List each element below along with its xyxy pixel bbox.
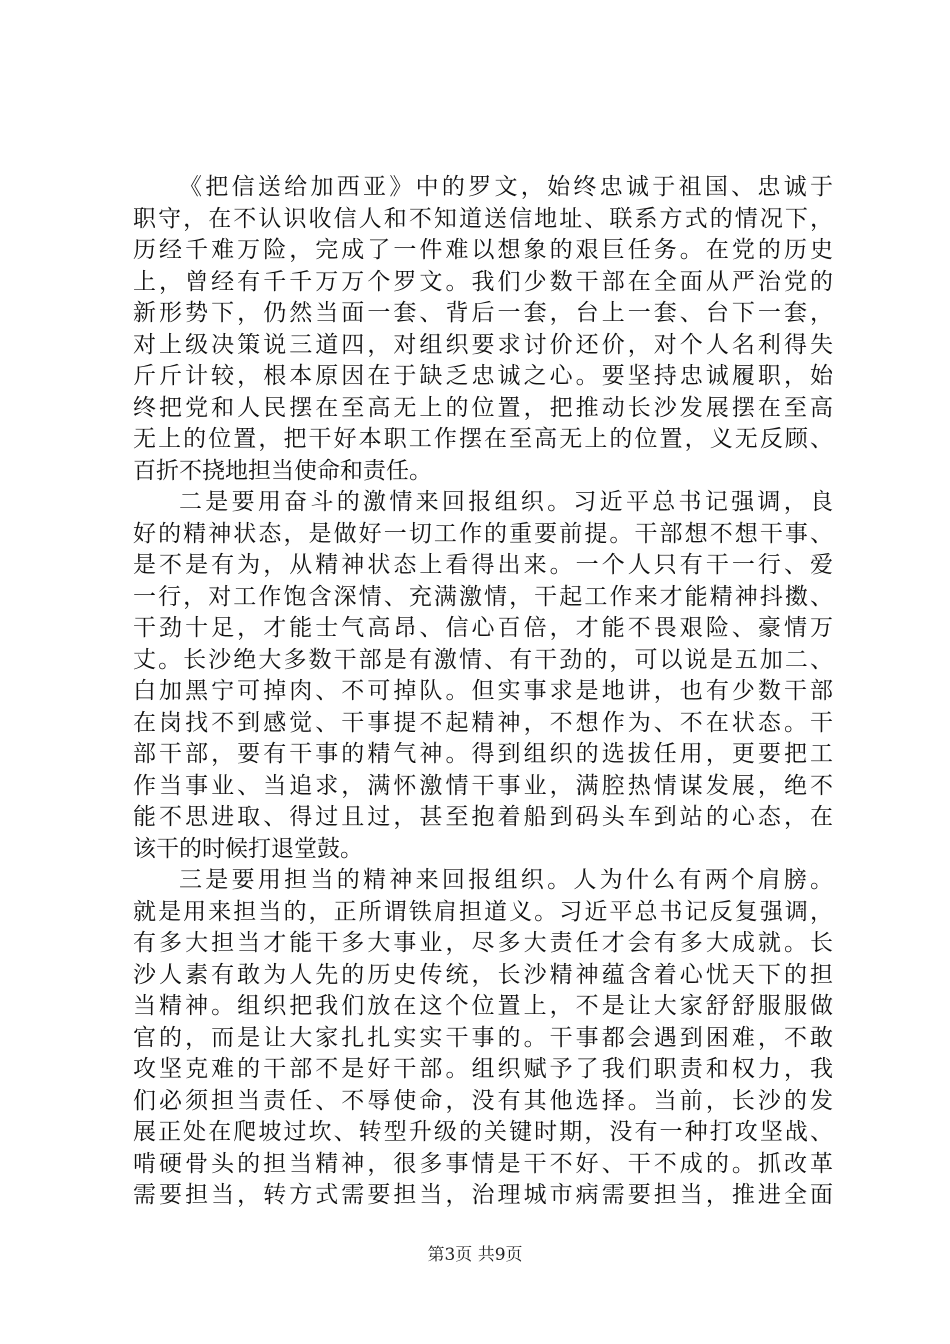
text-line: 好的精神状态，是做好一切工作的重要前提。干部想不想干事、 — [133, 520, 833, 547]
text-line: 丈。长沙绝大多数干部是有激情、有干劲的，可以说是五加二、 — [133, 646, 833, 673]
body-text — [133, 172, 833, 1212]
text-line: 需要担当，转方式需要担当，治理城市病需要担当，推进全面 — [133, 1182, 833, 1208]
page-number-footer: 第3页 共9页 — [427, 1245, 523, 1265]
paragraph — [133, 865, 833, 1212]
text-line: 白加黑宁可掉肉、不可掉队。但实事求是地讲，也有少数干部 — [133, 678, 833, 704]
text-line: 百折不挠地担当使命和责任。 — [133, 457, 432, 484]
paragraph — [133, 487, 833, 865]
text-line: 部干部，要有干事的精气神。得到组织的选拔任用，更要把工 — [133, 741, 833, 767]
text-line: 三是要用担当的精神来回报组织。人为什么有两个肩膀。 — [179, 867, 833, 893]
text-line: 职守，在不认识收信人和不知道送信地址、联系方式的情况下， — [133, 205, 833, 232]
text-line: 当精神。组织把我们放在这个位置上，不是让大家舒舒服服做 — [133, 993, 833, 1019]
text-line: 上，曾经有千千万万个罗文。我们少数干部在全面从严治党的 — [133, 268, 833, 295]
paragraph — [133, 172, 833, 487]
text-line: 新形势下，仍然当面一套、背后一套，台上一套、台下一套， — [133, 300, 833, 326]
text-line: 历经千难万险，完成了一件难以想象的艰巨任务。在党的历史 — [133, 237, 833, 263]
text-line: 无上的位置，把干好本职工作摆在至高无上的位置，义无反顾、 — [133, 426, 833, 452]
text-line: 一行，对工作饱含深情、充满激情，干起工作来才能精神抖擞、 — [133, 583, 833, 610]
text-line: 官的，而是让大家扎扎实实干事的。干事都会遇到困难，不敢 — [133, 1024, 833, 1051]
text-line: 干劲十足，才能士气高昂、信心百倍，才能不畏艰险、豪情万 — [133, 615, 833, 641]
text-line: 对上级决策说三道四，对组织要求讨价还价，对个人名利得失 — [133, 331, 833, 358]
text-line: 能不思进取、得过且过，甚至抱着船到码头车到站的心态，在 — [133, 804, 833, 830]
text-line: 展正处在爬坡过坎、转型升级的关键时期，没有一种打攻坚战、 — [133, 1119, 833, 1145]
text-line: 二是要用奋斗的激情来回报组织。习近平总书记强调，良 — [179, 489, 833, 515]
text-line: 在岗找不到感觉、干事提不起精神，不想作为、不在状态。干 — [133, 709, 833, 736]
text-line: 攻坚克难的干部不是好干部。组织赋予了我们职责和权力，我 — [133, 1056, 833, 1082]
text-line: 就是用来担当的，正所谓铁肩担道义。习近平总书记反复强调， — [133, 898, 833, 925]
text-line: 是不是有为，从精神状态上看得出来。一个人只有干一行、爱 — [133, 552, 833, 578]
text-line: 沙人素有敢为人先的历史传统，长沙精神蕴含着心忧天下的担 — [133, 961, 833, 988]
text-line: 斤斤计较，根本原因在于缺乏忠诚之心。要坚持忠诚履职，始 — [133, 363, 833, 389]
text-line: 终把党和人民摆在至高无上的位置，把推动长沙发展摆在至高 — [133, 394, 833, 421]
text-line: 该干的时候打退堂鼓。 — [133, 835, 363, 862]
text-line: 有多大担当才能干多大事业，尽多大责任才会有多大成就。长 — [133, 930, 833, 956]
text-line: 啃硬骨头的担当精神，很多事情是干不好、干不成的。抓改革 — [133, 1150, 833, 1177]
text-line: 《把信送给加西亚》中的罗文，始终忠诚于祖国、忠诚于 — [179, 174, 833, 200]
text-line: 们必须担当责任、不辱使命，没有其他选择。当前，长沙的发 — [133, 1087, 833, 1114]
text-line: 作当事业、当追求，满怀激情干事业，满腔热情谋发展，绝不 — [133, 772, 833, 799]
